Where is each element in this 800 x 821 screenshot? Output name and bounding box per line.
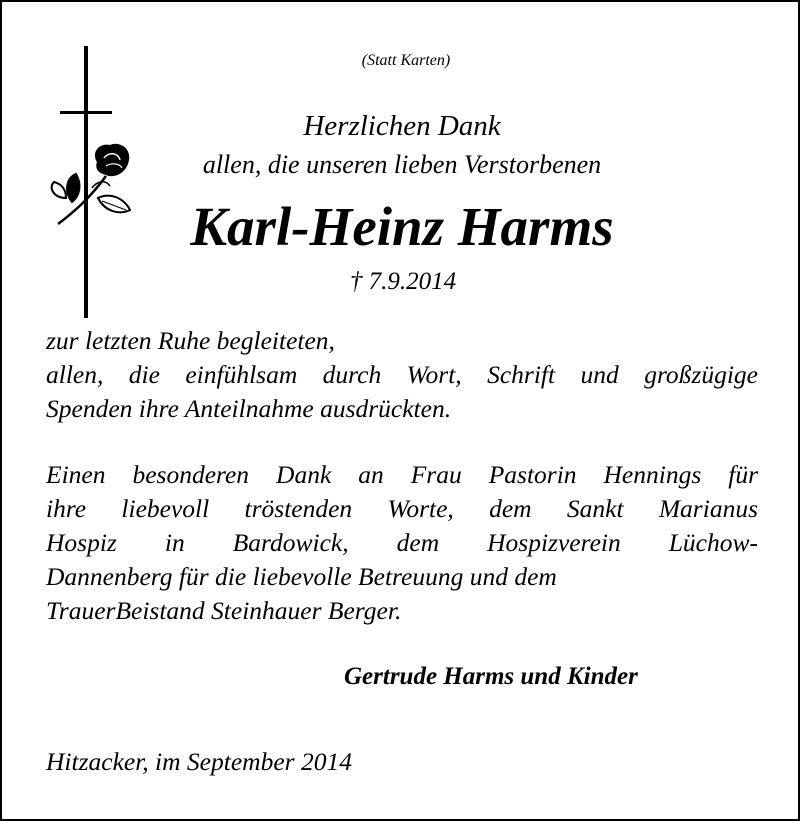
deceased-name: Karl-Heinz Harms xyxy=(190,196,614,257)
place-date: Hitzacker, im September 2014 xyxy=(46,747,352,776)
paragraph-2-line: TrauerBeistand Steinhauer Berger. xyxy=(46,596,402,625)
intro-line: allen, die unseren lieben Verstorbenen xyxy=(202,150,602,179)
paragraph-2 xyxy=(46,458,758,628)
signature: Gertrude Harms und Kinder xyxy=(344,663,638,690)
paragraph-1-line: allen, die einfühlsam durch Wort, Schrift und großzügige xyxy=(46,360,758,389)
paragraph-1-line: zur letzten Ruhe begleiteten, xyxy=(46,326,335,355)
statt-karten-note: (Statt Karten) xyxy=(361,52,451,69)
death-date: † 7.9.2014 xyxy=(349,268,457,295)
paragraph-2-line: Dannenberg für die liebevolle Betreuung und dem xyxy=(46,562,557,591)
thanks-heading: Herzlichen Dank xyxy=(303,110,501,142)
paragraph-2-line: ihre liebevoll tröstenden Worte, dem Sankt Marianus xyxy=(46,494,758,523)
paragraph-1-line: Spenden ihre Anteilnahme ausdrückten. xyxy=(46,394,452,423)
paragraph-1 xyxy=(46,324,758,426)
paragraph-2-line: Einen besonderen Dank an Frau Pastorin Hennings für xyxy=(46,460,758,489)
paragraph-2-line: Hospiz in Bardowick, dem Hospizverein Lüchow- xyxy=(46,528,758,557)
